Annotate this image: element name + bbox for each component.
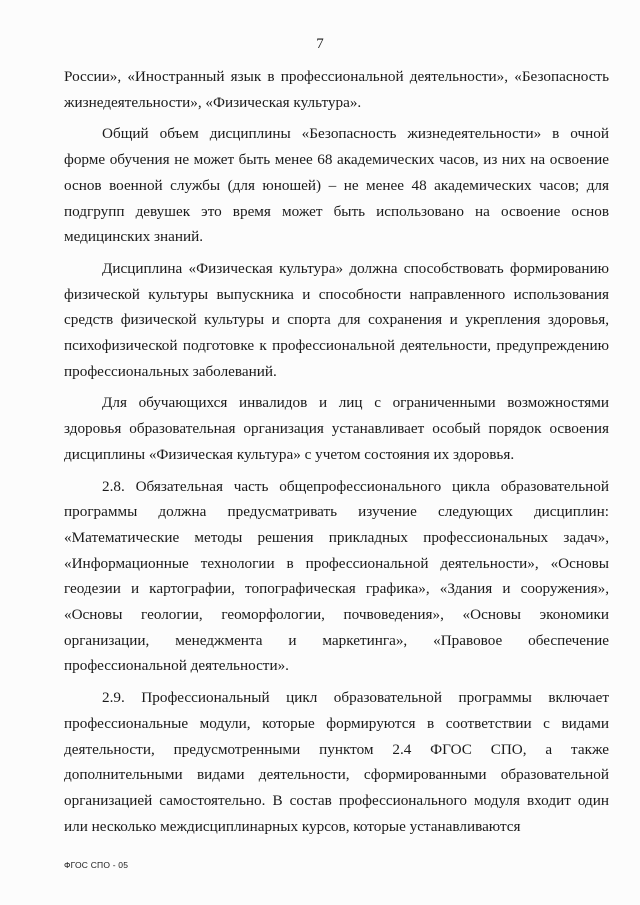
document-footer: ФГОС СПО - 05 [64,860,129,870]
page-number: 7 [316,36,324,52]
paragraph-physical-culture: Дисциплина «Физическая культура» должна способствовать формированию физической культуры выпускника и способности направленного использования средств физической культуры и спорта для сохранения и укрепления здоровья, психофизической подготовке к профессиональной деятельности, предупреждению профессиональных заболеваний. [64,259,609,380]
document-body [64,64,609,839]
paragraph-section-2-8: 2.8. Обязательная часть общепрофессионального цикла образовательной программы должна предусматривать изучение следующих дисциплин: «Математические методы решения прикладных профессиональных задач», «Информационные технологии в профессиональной деятельности», «Основы геодезии и картографии, топографическая графика», «Здания и сооружения», «Основы геологии, геоморфологии, почвоведения», «Основы экономики организации, менеджмента и маркетинга», «Правовое обеспечение профессиональной деятельности». [64,477,609,675]
paragraph-bzh-volume: Общий объем дисциплины «Безопасность жизнедеятельности» в очной форме обучения не может быть менее 68 академических часов, из них на освоение основ военной службы (для юношей) – не менее 48 академических часов; для подгрупп девушек это время может быть использовано на освоение основ медицинских знаний. [64,125,609,246]
paragraph-disabled-students: Для обучающихся инвалидов и лиц с ограниченными возможностями здоровья образовательная организация устанавливает особый порядок освоения дисциплины «Физическая культура» с учетом состояния их здоровья. [64,394,609,463]
paragraph-continuation: России», «Иностранный язык в профессиональной деятельности», «Безопасность жизнедеятельности», «Физическая культура». [64,68,609,111]
paragraph-section-2-9: 2.9. Профессиональный цикл образовательной программы включает профессиональные модули, которые формируются в соответствии с видами деятельности, предусмотренными пунктом 2.4 ФГОС СПО, а также дополнительными видами деятельности, сформированными образовательной организацией самостоятельно. В состав профессионального модуля входит один или несколько междисциплинарных курсов, которые устанавливаются [64,689,609,835]
